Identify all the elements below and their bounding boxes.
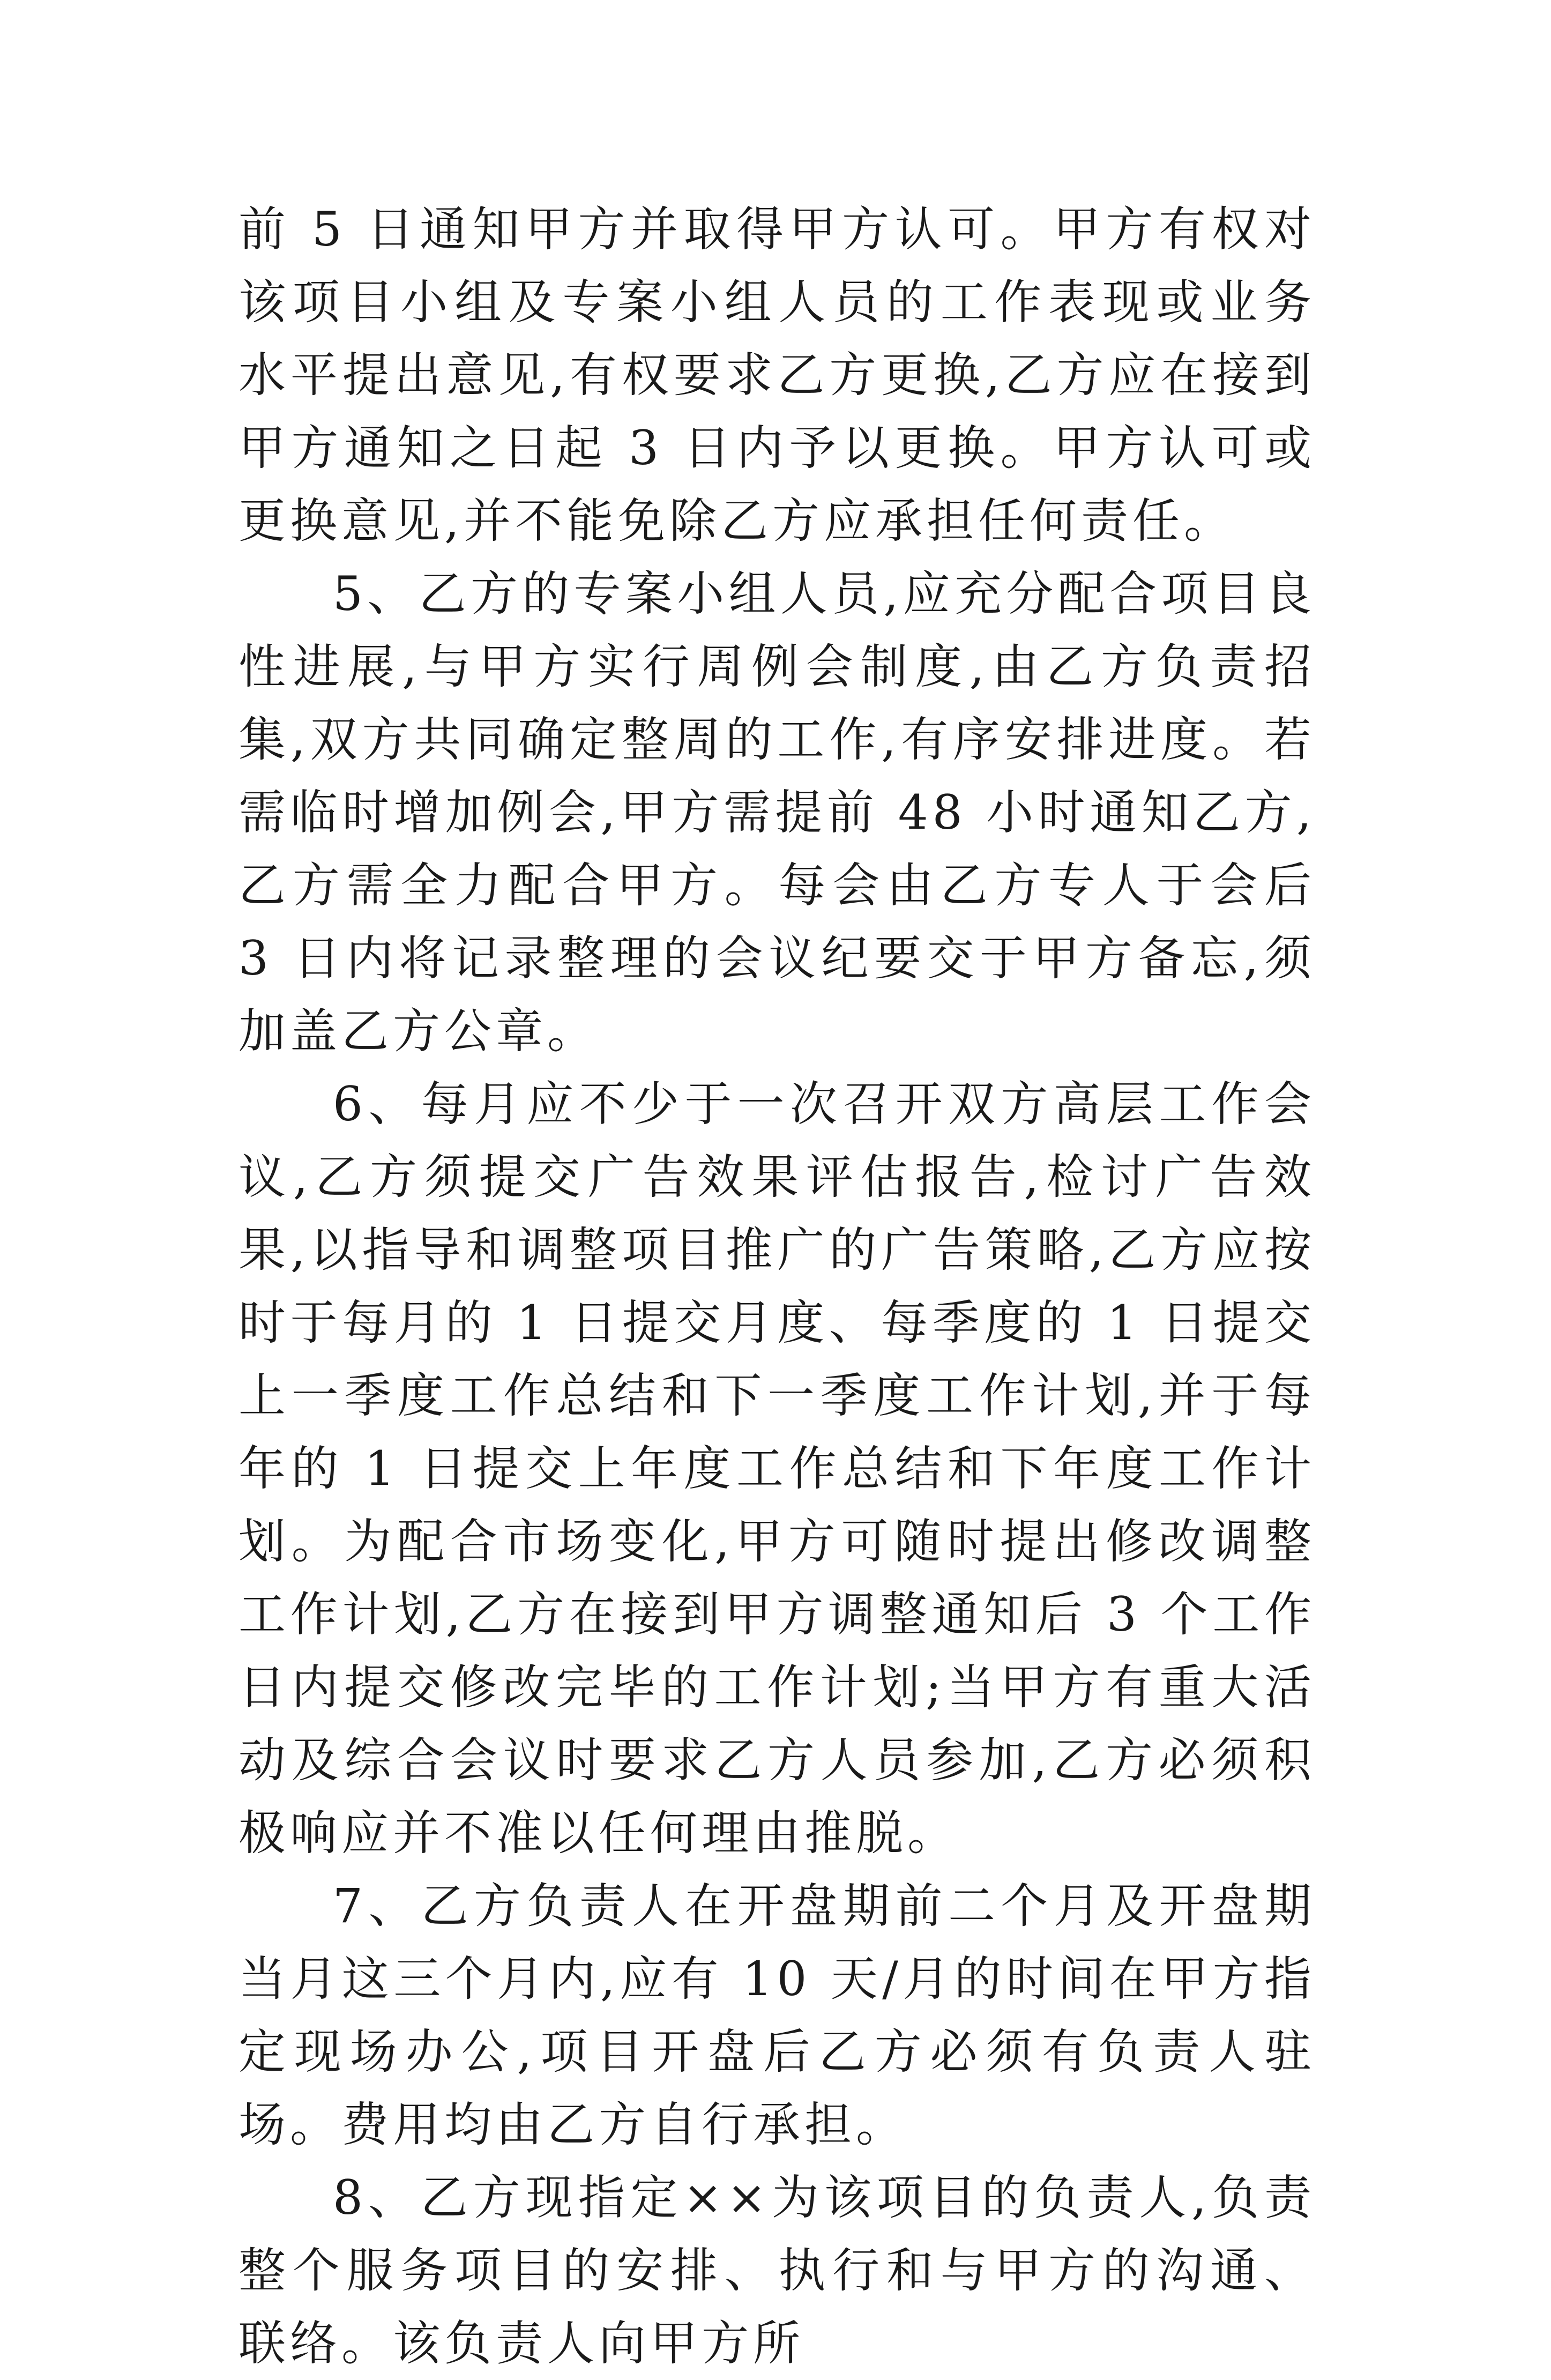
paragraph-5: 5、乙方的专案小组人员,应充分配合项目良性进展,与甲方实行周例会制度,由乙方负责招集,双方共同确定整周的工作,有序安排进度。若需临时增加例会,甲方需提前 48 小时通知乙方,乙方需全力配合甲方。每会由乙方专人于会后 3 日内将记录整理的会议纪要交于甲方备忘,须加盖乙方公章。 bbox=[238, 566, 1316, 1059]
document-body bbox=[238, 193, 1316, 2380]
paragraph-8: 8、乙方现指定××为该项目的负责人,负责整个服务项目的安排、执行和与甲方的沟通、联络。该负责人向甲方所 bbox=[238, 2170, 1316, 2371]
paragraph-6: 6、每月应不少于一次召开双方高层工作会议,乙方须提交广告效果评估报告,检讨广告效果,以指导和调整项目推广的广告策略,乙方应按时于每月的 1 日提交月度、每季度的 1 日提交上一季度工作总结和下一季度工作计划,并于每年的 1 日提交上年度工作总结和下年度工作计划。为配合市场变化,甲方可随时提出修改调整工作计划,乙方在接到甲方调整通知后 3 个工作日内提交修改完毕的工作计划;当甲方有重大活动及综合会议时要求乙方人员参加,乙方必须积极响应并不准以任何理由推脱。 bbox=[238, 1076, 1316, 1861]
paragraph-continuation: 前 5 日通知甲方并取得甲方认可。甲方有权对该项目小组及专案小组人员的工作表现或业务水平提出意见,有权要求乙方更换,乙方应在接到甲方通知之日起 3 日内予以更换。甲方认可或更换意见,并不能免除乙方应承担任何责任。 bbox=[238, 202, 1316, 548]
paragraph-7: 7、乙方负责人在开盘期前二个月及开盘期当月这三个月内,应有 10 天/月的时间在甲方指定现场办公,项目开盘后乙方必须有负责人驻场。费用均由乙方自行承担。 bbox=[238, 1878, 1316, 2152]
